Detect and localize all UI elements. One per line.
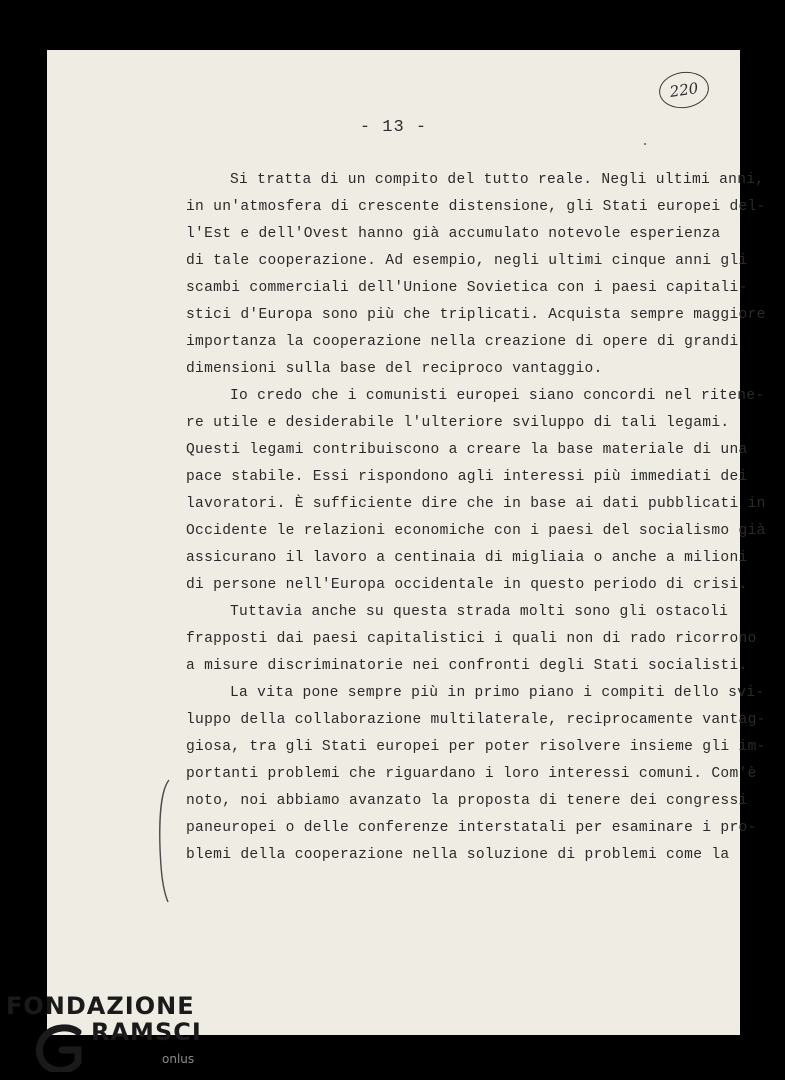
text-line: di tale cooperazione. Ad esempio, negli ultimi cinque anni gli	[186, 253, 748, 269]
watermark-subtitle: RAMSCI	[91, 1018, 202, 1046]
text-line: re utile e desiderabile l'ulteriore sviluppo di tali legami.	[186, 415, 730, 431]
text-line: Io credo che i comunisti europei siano concordi nel ritene-	[230, 388, 765, 404]
document-page	[47, 50, 766, 1035]
text-line: luppo della collaborazione multilaterale, reciprocamente vantag-	[186, 712, 766, 728]
text-line: giosa, tra gli Stati europei per poter risolvere insieme gli im-	[186, 739, 766, 755]
text-line: pace stabile. Essi rispondono agli interessi più immediati dei	[186, 469, 748, 485]
text-line: Questi legami contribuiscono a creare la base materiale di una	[186, 442, 748, 458]
text-line: di persone nell'Europa occidentale in questo periodo di crisi.	[186, 577, 748, 593]
text-line: assicurano il lavoro a centinaia di migliaia o anche a milioni	[186, 550, 748, 566]
text-line: Si tratta di un compito del tutto reale. Negli ultimi anni,	[230, 172, 765, 188]
text-line: in un'atmosfera di crescente distensione, gli Stati europei del-	[186, 199, 766, 215]
text-line: blemi della cooperazione nella soluzione di problemi come la	[186, 847, 730, 863]
text-line: paneuropei o delle conferenze interstatali per esaminare i pro-	[186, 820, 757, 836]
archive-number-stamp: 220	[657, 69, 712, 112]
text-line: stici d'Europa sono più che triplicati. Acquista sempre maggiore	[186, 307, 766, 323]
text-line: importanza la cooperazione nella creazione di opere di grandi	[186, 334, 739, 350]
text-line: frapposti dai paesi capitalistici i quali non di rado ricorrono	[186, 631, 757, 647]
text-line: Tuttavia anche su questa strada molti sono gli ostacoli	[230, 604, 729, 620]
ink-dot	[644, 143, 646, 145]
fondazione-gramsci-watermark	[6, 992, 206, 1080]
page-number: - 13 -	[359, 118, 428, 137]
gramsci-g-logo-icon	[32, 1022, 90, 1072]
margin-bracket-mark	[155, 778, 173, 904]
watermark-onlus: onlus	[162, 1052, 195, 1066]
text-line: l'Est e dell'Ovest hanno già accumulato notevole esperienza	[186, 226, 721, 242]
text-line: scambi commerciali dell'Unione Sovietica con i paesi capitali-	[186, 280, 748, 296]
watermark-title: FONDAZIONE	[6, 992, 195, 1020]
text-line: dimensioni sulla base del reciproco vantaggio.	[186, 361, 603, 377]
text-line: lavoratori. È sufficiente dire che in base ai dati pubblicati in	[186, 496, 766, 512]
text-line: portanti problemi che riguardano i loro interessi comuni. Com'è	[186, 766, 757, 782]
text-line: noto, noi abbiamo avanzato la proposta di tenere dei congressi	[186, 793, 748, 809]
text-line: La vita pone sempre più in primo piano i compiti dello svi-	[230, 685, 765, 701]
typed-body-text	[186, 172, 766, 912]
text-line: a misure discriminatorie nei confronti degli Stati socialisti.	[186, 658, 748, 674]
text-line: Occidente le relazioni economiche con i paesi del socialismo già	[186, 523, 766, 539]
